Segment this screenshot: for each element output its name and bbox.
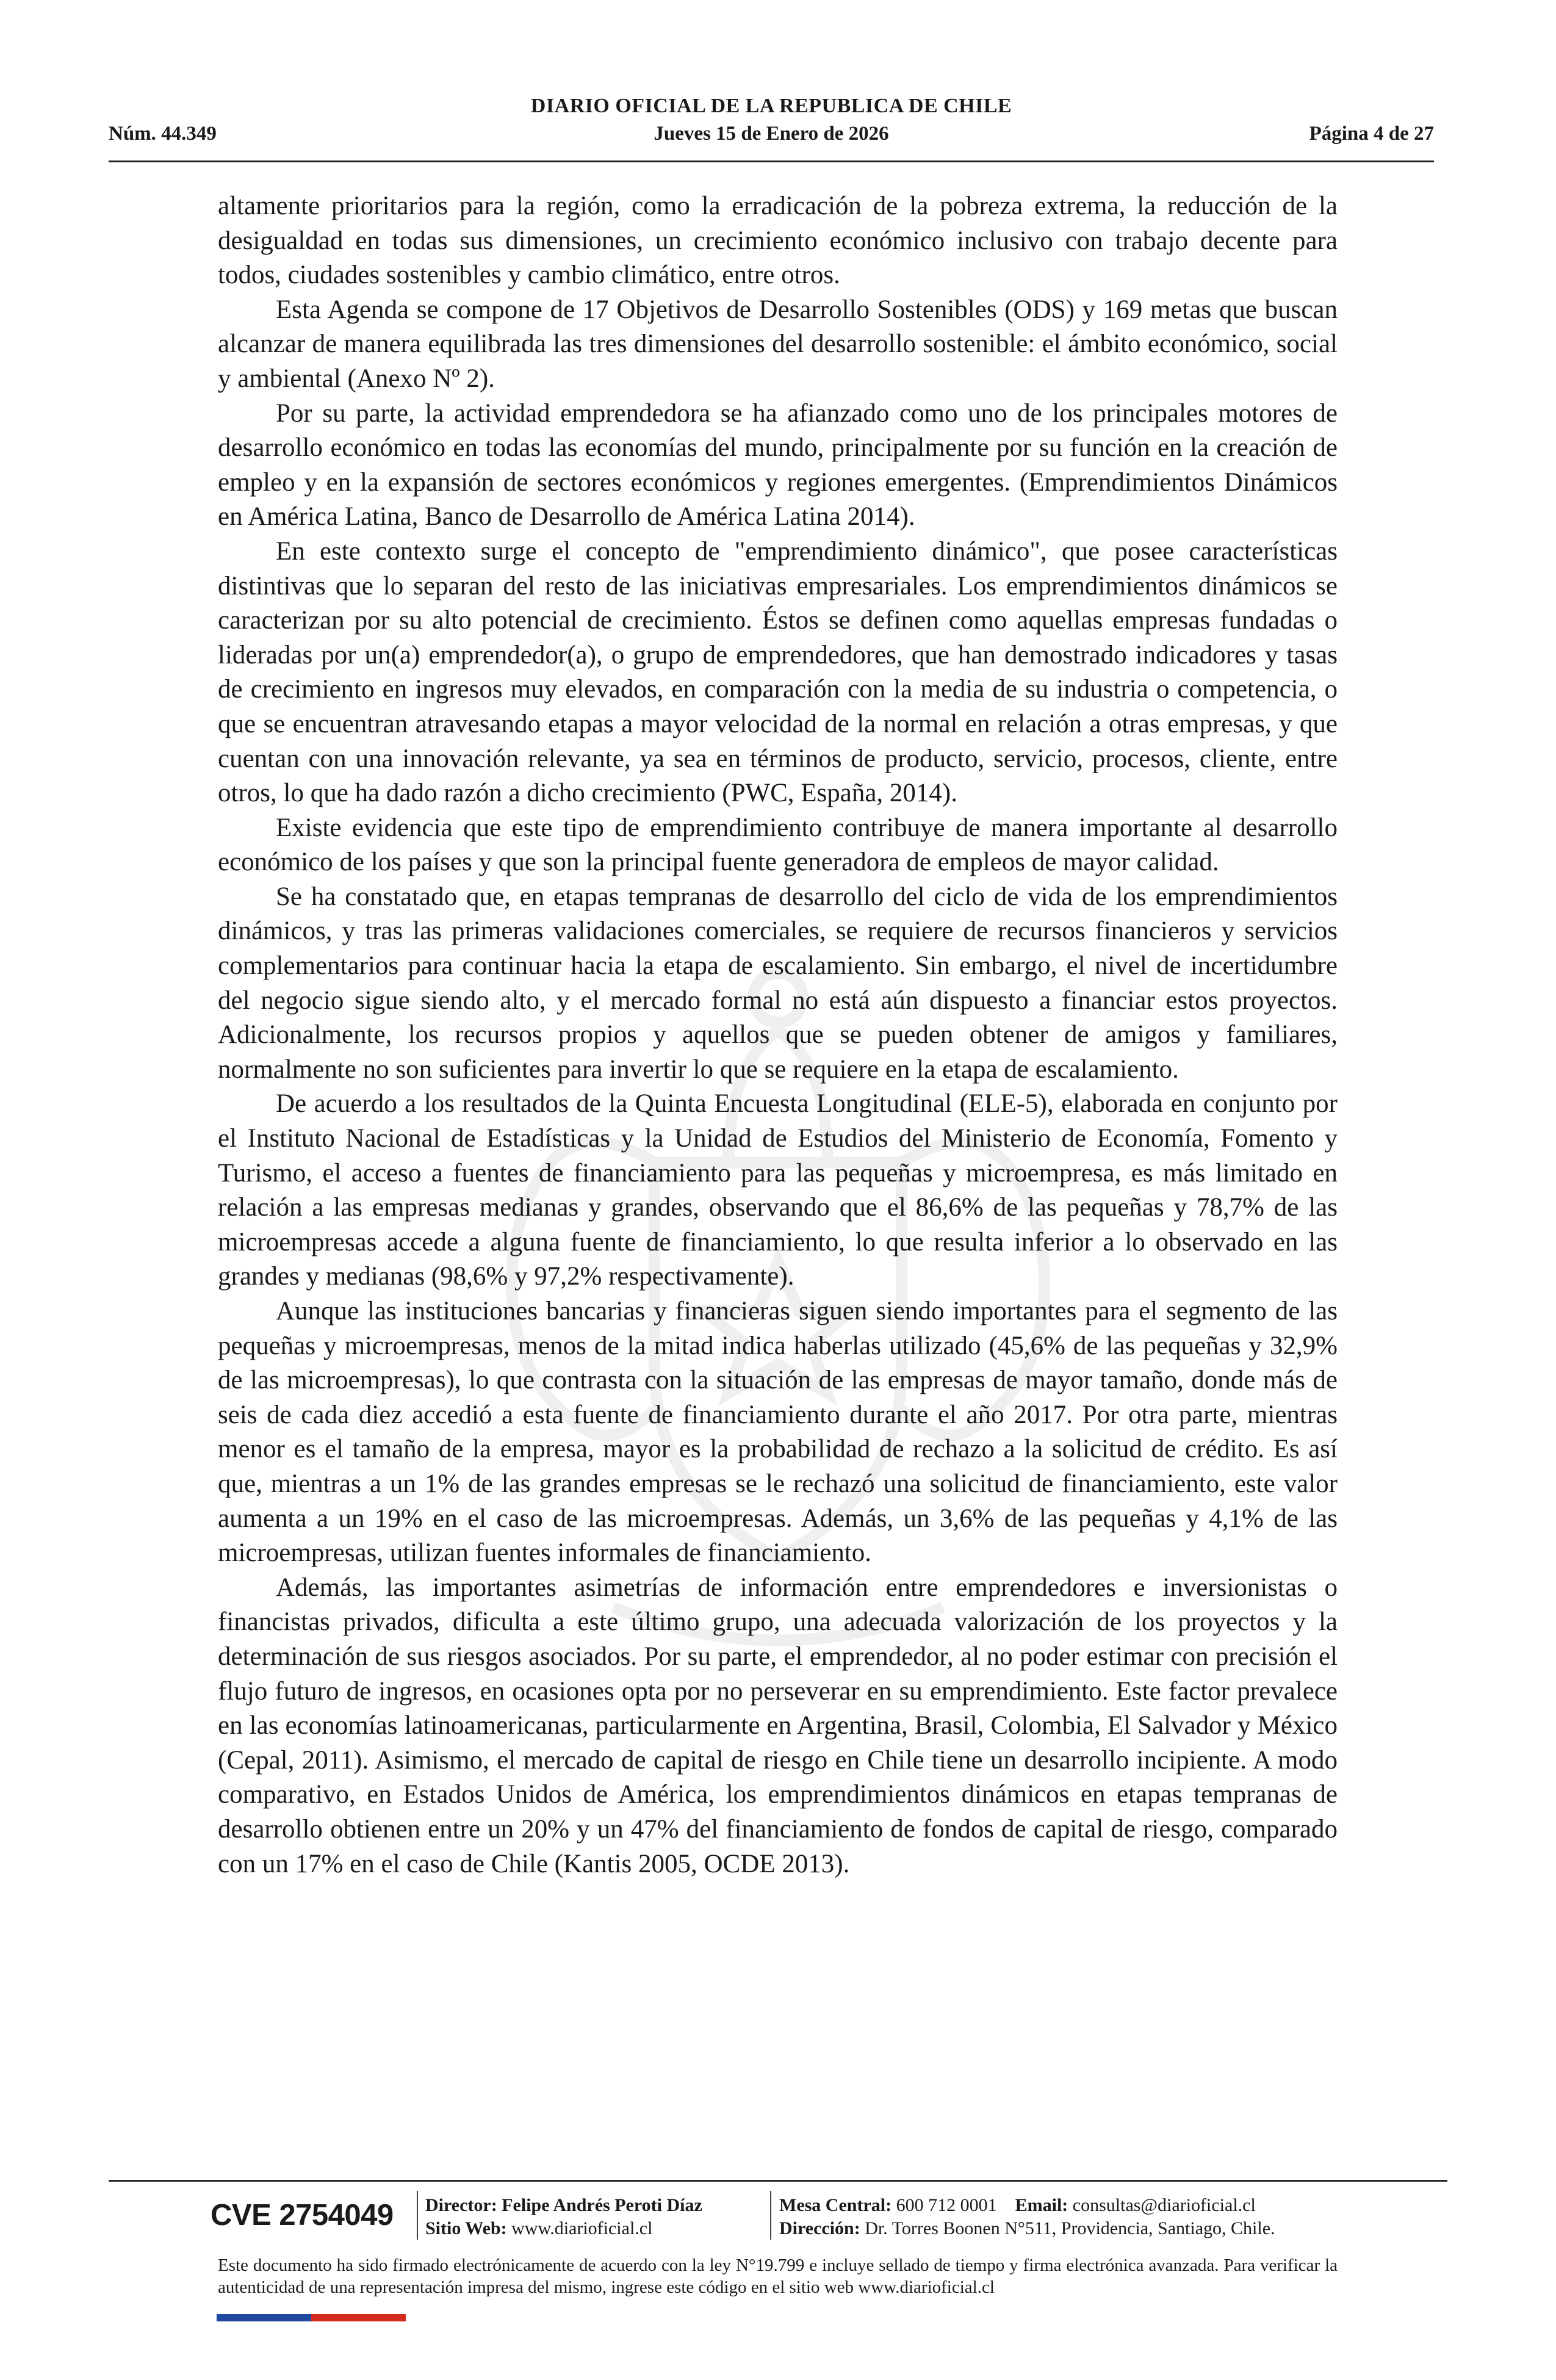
address-label: Dirección: — [779, 2218, 860, 2238]
paragraph: De acuerdo a los resultados de la Quinta Encuesta Longitudinal (ELE-5), elaborada en conjunto por el Instituto Nacional de Estadísticas y la Unidad de Estudios del Ministerio de Economía, Fomento y Turismo, el acceso a fuentes de financiamiento para las pequeñas y microempresa, es más limitado en relación a las empresas medianas y grandes, observando que el 86,6% de las pequeñas y 78,7% de las microempresas accede a alguna fuente de financiamiento, lo que resulta inferior a lo observado en las grandes y medianas (98,6% y 97,2% respectivamente). — [218, 1089, 1338, 1291]
paragraph: Se ha constatado que, en etapas tempranas de desarrollo del ciclo de vida de los emprendimientos dinámicos, y tras las primeras validaciones comerciales, se requiere de recursos financieros y servicios complementarios para continuar hacia la etapa de escalamiento. Sin embargo, el nivel de incertidumbre del negocio sigue siendo alto, y el mercado formal no está aún dispuesto a financiar estos proyectos. Adicionalmente, los recursos propios y aquellos que se pueden obtener de amigos y familiares, normalmente no son suficientes para invertir lo que se requiere en la etapa de escalamiento. — [218, 882, 1338, 1084]
paragraph: En este contexto surge el concepto de "emprendimiento dinámico", que posee características distintivas que lo separan del resto de las iniciativas empresariales. Los emprendimientos dinámicos se caracterizan por su alto potencial de crecimiento. Éstos se definen como aquellas empresas fundadas o lideradas por un(a) emprendedor(a), o grupo de emprendedores, que han demostrado indicadores y tasas de crecimiento en ingresos muy elevados, en comparación con la media de su industria o competencia, o que se encuentran atravesando etapas a mayor velocidad de la normal en relación a otras empresas, y que cuentan con una innovación relevante, ya sea en términos de producto, servicio, procesos, cliente, entre otros, lo que ha dado razón a dicho crecimiento (PWC, España, 2014). — [218, 536, 1338, 808]
paragraph: Esta Agenda se compone de 17 Objetivos de Desarrollo Sostenibles (ODS) y 169 metas que buscan alcanzar de manera equilibrada las tres dimensiones del desarrollo sostenible: el ámbito económico, social y ambiental (Anexo Nº 2). — [218, 295, 1338, 393]
footer-divider — [109, 2180, 1447, 2182]
director-label: Director: — [425, 2195, 497, 2215]
phone-label: Mesa Central: — [779, 2195, 892, 2215]
address: Dr. Torres Boonen N°511, Providencia, Santiago, Chile. — [865, 2218, 1275, 2238]
footer-separator — [770, 2191, 771, 2240]
flag-red-segment — [311, 2314, 406, 2321]
issue-date: Jueves 15 de Enero de 2026 — [654, 123, 889, 145]
director-name: Felipe Andrés Peroti Díaz — [502, 2195, 702, 2215]
page-header — [109, 95, 1434, 162]
paragraph: altamente prioritarios para la región, como la erradicación de la pobreza extrema, la reducción de la desigualdad en todas sus dimensiones, un crecimiento económico inclusivo con trabajo decente para todos, ciudades sostenibles y cambio climático, entre otros. — [218, 192, 1338, 290]
issue-number: Núm. 44.349 — [109, 123, 217, 145]
page-number: Página 4 de 27 — [1309, 123, 1434, 145]
paragraph: Además, las importantes asimetrías de información entre emprendedores e inversionistas o financistas privados, dificulta a este último grupo, una adecuada valorización de los proyectos y la determinación de sus riesgos asociados. Por su parte, el emprendedor, al no poder estimar con precisión el flujo futuro de ingresos, en ocasiones opta por no perseverar en su emprendimiento. Este factor prevalece en las economías latinoamericanas, particularmente en Argentina, Brasil, Colombia, El Salvador y México (Cepal, 2011). Asimismo, el mercado de capital de riesgo en Chile tiene un desarrollo incipiente. A modo comparativo, en Estados Unidos de América, los emprendimientos dinámicos en etapas tempranas de desarrollo obtienen entre un 20% y un 47% del financiamiento de fondos de capital de riesgo, comparado con un 17% en el caso de Chile (Kantis 2005, OCDE 2013). — [218, 1573, 1338, 1878]
cve-code: CVE 2754049 — [211, 2199, 394, 2232]
footer-separator — [417, 2191, 418, 2240]
website-label: Sitio Web: — [425, 2218, 507, 2238]
phone-number: 600 712 0001 — [896, 2195, 997, 2215]
email-link[interactable]: consultas@diarioficial.cl — [1072, 2195, 1256, 2215]
website-link[interactable]: www.diarioficial.cl — [511, 2218, 653, 2238]
footer-contact-right — [779, 2194, 1275, 2240]
legal-notice: Este documento ha sido firmado electrónicamente de acuerdo con la ley N°19.799 e incluye sellado de tiempo y firma electrónica avanzada. Para verificar la autenticidad de una representación impresa del mismo, ingrese este código en el sitio web www.diarioficial.cl — [218, 2256, 1338, 2297]
paragraph: Existe evidencia que este tipo de emprendimiento contribuye de manera importante al desarrollo económico de los países y que son la principal fuente generadora de empleos de mayor calidad. — [218, 813, 1338, 877]
paragraph: Aunque las instituciones bancarias y financieras siguen siendo importantes para el segmento de las pequeñas y microempresas, menos de la mitad indica haberlas utilizado (45,6% de las pequeñas y 32,9% de las microempresas), lo que contrasta con la situación de las empresas de mayor tamaño, donde más de seis de cada diez accedió a esta fuente de financiamiento durante el año 2017. Por otra parte, mientras menor es el tamaño de la empresa, mayor es la probabilidad de rechazo a la solicitud de crédito. Es así que, mientras a un 1% de las grandes empresas se le rechazó una solicitud de financiamiento, este valor aumenta a un 19% en el caso de las microempresas. Además, un 3,6% de las pequeñas y 4,1% de las microempresas, utilizan fuentes informales de financiamiento. — [218, 1297, 1338, 1568]
publication-title: DIARIO OFICIAL DE LA REPUBLICA DE CHILE — [530, 95, 1012, 117]
flag-blue-segment — [217, 2314, 311, 2321]
flag-stripe — [217, 2314, 406, 2321]
footer-contact-left — [425, 2194, 702, 2240]
email-label: Email: — [1015, 2195, 1068, 2215]
document-body — [218, 189, 1338, 1881]
paragraph: Por su parte, la actividad emprendedora se ha afianzado como uno de los principales motores de desarrollo económico en todas las economías del mundo, principalmente por su función en la creación de empleo y en la expansión de sectores económicos y regiones emergentes. (Emprendimientos Dinámicos en América Latina, Banco de Desarrollo de América Latina 2014). — [218, 398, 1338, 532]
